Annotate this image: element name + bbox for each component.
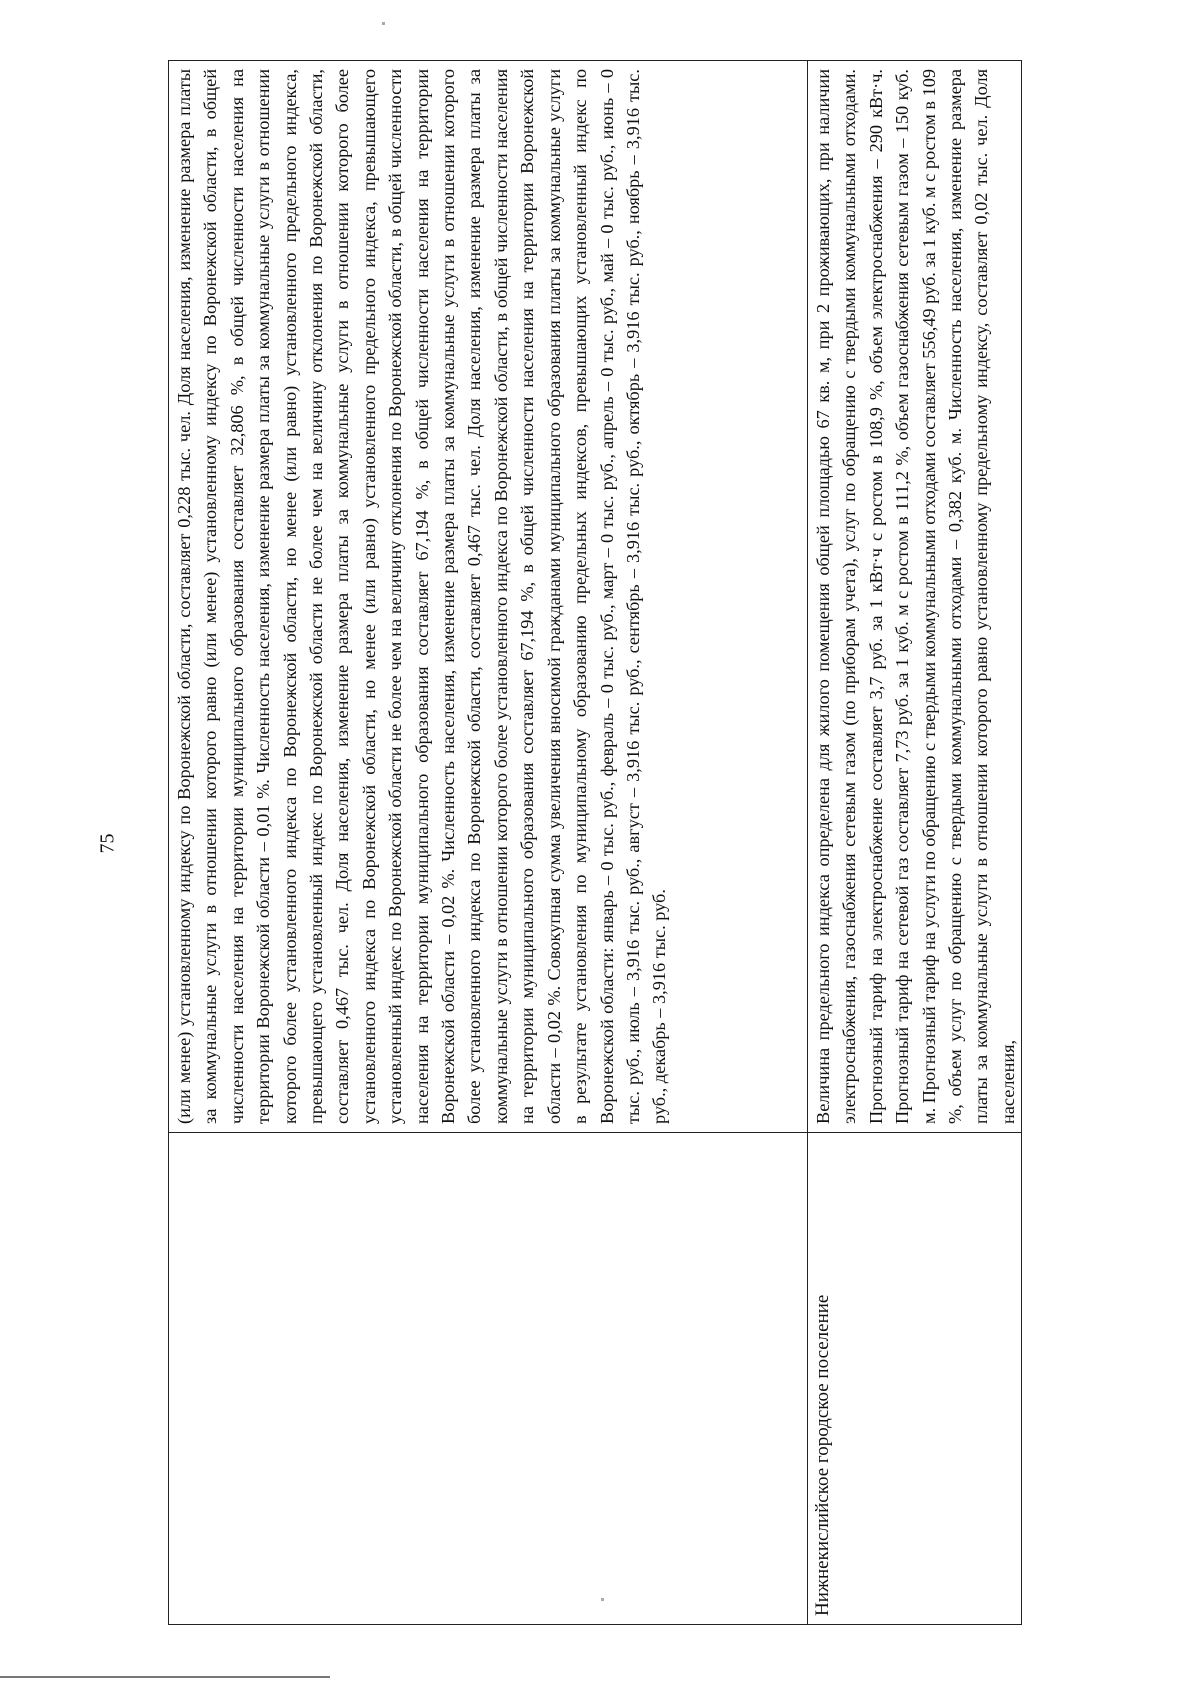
description-cell xyxy=(808,61,1022,1133)
municipality-cell xyxy=(808,1133,1022,1625)
municipality-name: Нижнекислийское городское поселение xyxy=(812,1294,833,1616)
municipality-cell xyxy=(169,1133,808,1625)
index-table xyxy=(168,60,1022,1625)
table-row xyxy=(808,61,1022,1625)
rotated-table xyxy=(168,60,1018,1625)
table-row xyxy=(169,61,808,1625)
page-edge-line xyxy=(0,1676,330,1678)
scan-speck xyxy=(382,22,385,25)
description-text: Величина предельного индекса определена для жилого помещения общей площадью 67 кв. м, при 2 проживающих, при наличии электроснабжения, газоснабжения сетевым газом (по приборам учета), услуг по обращению с твердыми коммунальными отходами. Прогнозный тариф на электроснабжение составляет 3,7 руб. за 1 кВт·ч с ростом в 108,9 %, объем электроснабжения – 290 кВт·ч. Прогнозный тариф на сетевой газ составляет 7,73 руб. за 1 куб. м с ростом в 111,2 %, объем газоснабжения сетевым газом – 150 куб. м. Прогнозный тариф на услуги по обращению с твердыми коммунальными отходами составляет 556,49 руб. за 1 куб. м с ростом в 109 %, объем услуг по обращению с твердыми коммунальными отходами – 0,382 куб. м. Численность населения, изменение размера платы за коммунальные услуги в отношении которого равно установленному предельному индексу, составляет 0,02 тыс. чел. Доля населения, xyxy=(813,69,1018,1124)
description-cell: (или менее) установленному индексу по Воронежской области, составляет 0,228 тыс. чел. Доля населения, изменение размера платы за коммунальные услуги в отношении которого равно (или менее) установленному индексу по Воронежской области, в общей численности населения на территории муниципального образования составляет 32,806 %, в общей численности населения на территории Воронежской области – 0,01 %. Численность населения, изменение размера платы за коммунальные услуги в отношении которого более установленного индекса по Воронежской области, но менее (или равно) установленного предельного индекса, превышающего установленный индекс по Воронежской области не более чем на величину отклонения по Воронежской области, составляет 0,467 тыс. чел. Доля населения, изменение размера платы за коммунальные услуги в отношении которого более установленного индекса по Воронежской области, но менее (или равно) установленного предельного индекса, превышающего установленный индекс по Воронежской области не более чем на величину отклонения по Воронежской области, в общей численности населения на территории муниципального образования составляет 67,194 %, в общей численности населения на территории Воронежской области – 0,02 %. Численность населения, изменение размера платы за коммунальные услуги в отношении которого более установленного индекса по Воронежской области, составляет 0,467 тыс. чел. Доля населения, изменение размера платы за коммунальные услуги в отношении которого более установленного индекса по Воронежской области, в общей численности населения на территории муниципального образования составляет 67,194 %, в общей численности населения на территории Воронежской области – 0,02 %. Совокупная сумма увеличения вносимой гражданами муниципального образования платы за коммунальные услуги в результате установления по муниципальному образованию предельных индексов, превышающих установленный индекс по Воронежской области: январь – 0 тыс. руб., февраль – 0 тыс. руб., март – 0 тыс. руб., апрель – 0 тыс. руб., май – 0 тыс. руб., июнь – 0 тыс. руб., июль – 3,916 тыс. руб., август – 3,916 тыс. руб., сентябрь – 3,916 тыс. руб., октябрь – 3,916 тыс. руб., ноябрь – 3,916 тыс. руб., декабрь – 3,916 тыс. руб. xyxy=(169,61,808,1133)
page-number: 75 xyxy=(96,833,119,854)
